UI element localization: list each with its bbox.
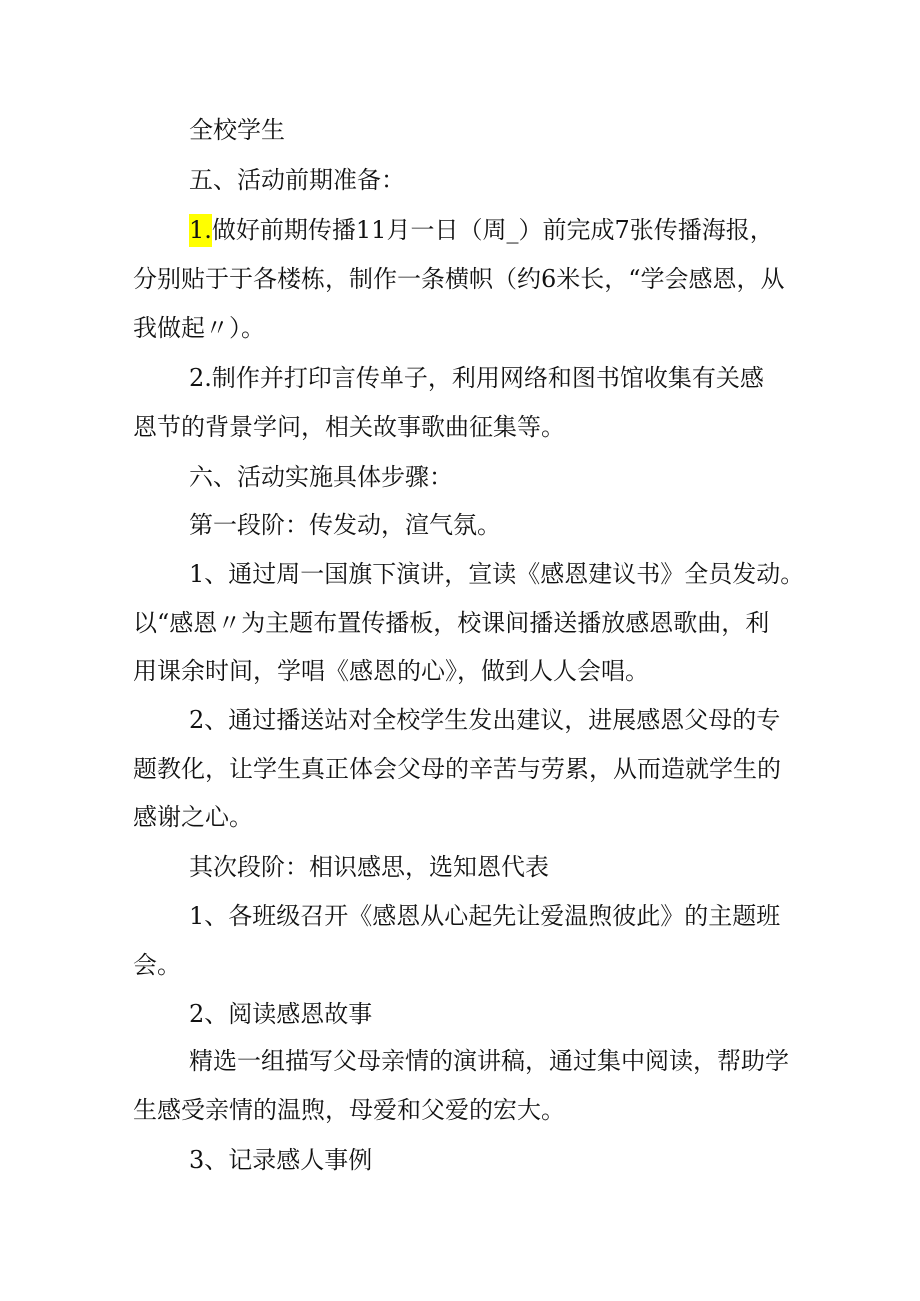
paragraph-line: 感谢之心。 <box>133 803 253 831</box>
paragraph-text: 做好前期传播11月一日（周_）前完成7张传播海报， <box>211 216 774 244</box>
paragraph-line: 2.制作并打印言传单子，利用网络和图书馆收集有关感 <box>189 364 764 392</box>
paragraph-line: 题教化，让学生真正体会父母的辛苦与劳累，从而造就学生的 <box>133 755 781 783</box>
paragraph-line: 用课余时间，学唱《感恩的心》，做到人人会唱。 <box>133 657 649 685</box>
paragraph-line: 1、通过周一国旗下演讲，宣读《感恩建议书》全员发动。 <box>189 560 805 588</box>
paragraph-line: 生感受亲情的温煦，母爱和父爱的宏大。 <box>133 1096 565 1124</box>
paragraph-line: 我做起〃）。 <box>133 314 265 342</box>
paragraph-line: 3、记录感人事例 <box>189 1146 373 1174</box>
paragraph-line: 全校学生 <box>189 116 285 144</box>
paragraph-line: 会。 <box>133 951 181 979</box>
section-heading: 六、活动实施具体步骤： <box>189 463 453 491</box>
highlighted-number: 1. <box>189 214 212 247</box>
section-heading: 五、活动前期准备： <box>189 166 405 194</box>
paragraph-line: 1、各班级召开《感恩从心起先让爱温煦彼此》的主题班 <box>189 902 781 930</box>
paragraph-line: 2、阅读感恩故事 <box>189 1000 373 1028</box>
stage-heading: 第一段阶：传发动，渲气氛。 <box>189 511 501 539</box>
paragraph-line: 精选一组描写父母亲情的演讲稿，通过集中阅读，帮助学 <box>189 1047 789 1075</box>
stage-heading: 其次段阶：相识感思，选知恩代表 <box>189 853 549 881</box>
paragraph-line: 2、通过播送站对全校学生发出建议，进展感恩父母的专 <box>189 706 781 734</box>
paragraph-line: 以“感恩〃为主题布置传播板，校课间播送播放感恩歌曲，利 <box>133 609 770 637</box>
paragraph-line <box>0 213 920 247</box>
paragraph-line: 恩节的背景学问，相关故事歌曲征集等。 <box>133 413 565 441</box>
paragraph-line: 分别贴于于各楼栋，制作一条横帜（约6米长，“学会感恩，从 <box>133 265 785 293</box>
